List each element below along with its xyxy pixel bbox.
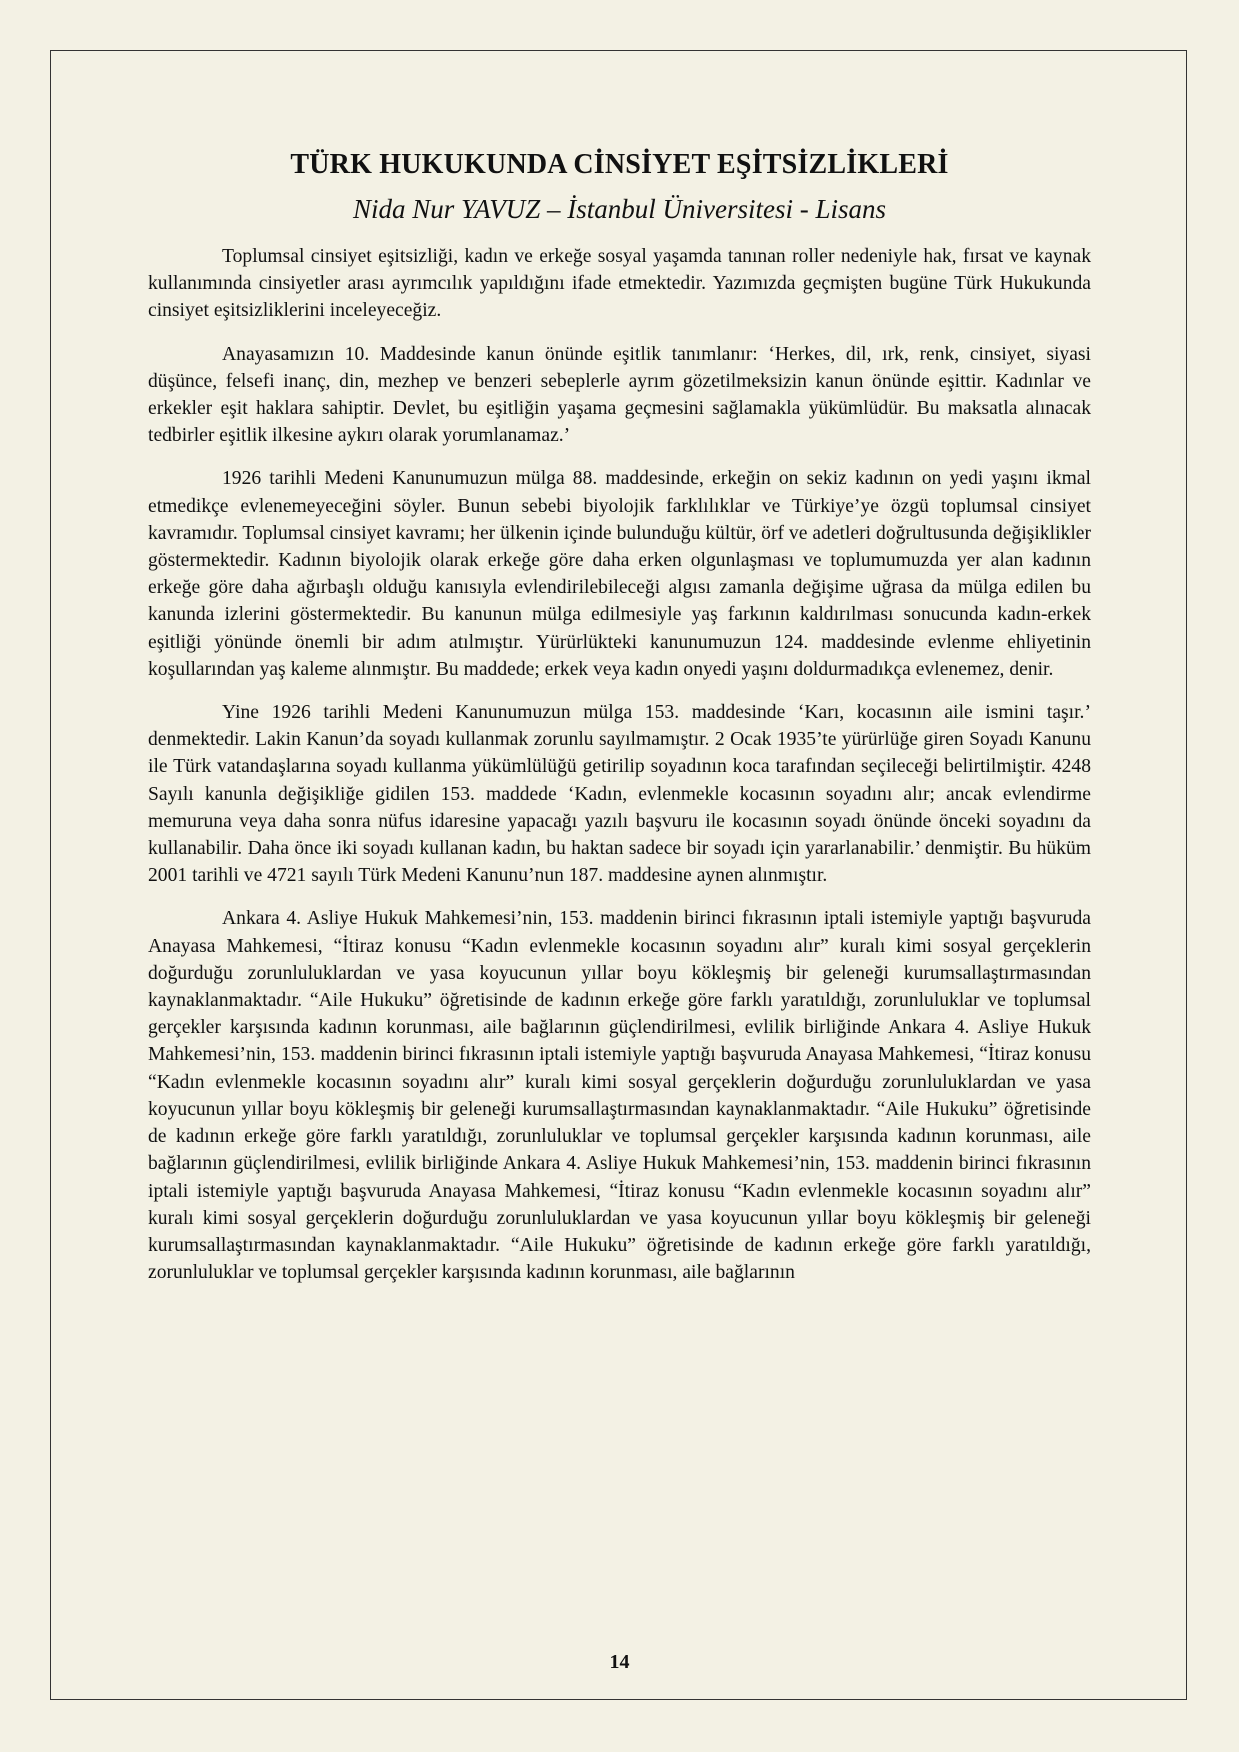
document-title: TÜRK HUKUKUNDA CİNSİYET EŞİTSİZLİKLERİ	[290, 149, 949, 180]
page-number: 14	[609, 1651, 630, 1673]
paragraph-surname: Yine 1926 tarihli Medeni Kanunumuzun mülga 153. maddesinde ‘Karı, kocasının aile ismini taşır.’ denmektedir. Lakin Kanun’da soyadı kullanmak zorunlu sayılmamıştır. 2 Ocak 1935’te yürürlüğe giren Soyadı Kanunu ile Türk vatandaşlarına soyadı kullanma yükümlülüğü getirilip soyadının koca tarafından seçileceği belirtilmiştir. 4248 Sayılı kanunla değişikliğe gidilen 153. maddede ‘Kadın, evlenmekle kocasının soyadını alır; ancak evlendirme memuruna veya daha sonra nüfus idaresine yapacağı yazılı başvuru ile kocasının soyadı önünde önceki soyadını da kullanabilir. Daha önce iki soyadı kullanan kadın, bu haktan sadece bir soyadı için yararlanabilir.’ denmiştir. Bu hüküm 2001 tarihli ve 4721 sayılı Türk Medeni Kanunu’nun 187. maddesine aynen alınmıştır.	[148, 702, 1091, 887]
paragraph-intro: Toplumsal cinsiyet eşitsizliği, kadın ve erkeğe sosyal yaşamda tanınan roller nedeniyle hak, fırsat ve kaynak kullanımında cinsiyetler arası ayrımcılık yapıldığını ifade etmektedir. Yazımızda geçmişten bugüne Türk Hukukunda cinsiyet eşitsizliklerini inceleyeceğiz.	[148, 246, 1091, 322]
document-body	[148, 148, 1091, 1302]
paragraph-constitution: Anayasamızın 10. Maddesinde kanun önünde eşitlik tanımlanır: ‘Herkes, dil, ırk, renk, cinsiyet, siyasi düşünce, felsefi inanç, din, mezhep ve benzeri sebeplerle ayrım gözetilmeksizin kanun önünde eşittir. Kadınlar ve erkekler eşit haklara sahiptir. Devlet, bu eşitliğin yaşama geçmesini sağlamakla yükümlüdür. Bu maksatla alınacak tedbirler eşitlik ilkesine aykırı olarak yorumlanamaz.’	[148, 343, 1091, 447]
paragraph-constitutional-court: Ankara 4. Asliye Hukuk Mahkemesi’nin, 153. maddenin birinci fıkrasının iptali istemiyle yaptığı başvuruda Anayasa Mahkemesi, “İtiraz konusu “Kadın evlenmekle kocasının soyadını alır” kuralı kimi sosyal gerçeklerin doğurduğu zorunluluklardan ve yasa koyucunun yıllar boyu kökleşmiş bir geleneği kurumsallaştırmasından kaynaklanmaktadır. “Aile Hukuku” öğretisinde de kadının erkeğe göre farklı yaratıldığı, zorunluluklar ve toplumsal gerçekler karşısında kadının korunması, aile bağlarının güçlendirilmesi, evlilik birliğinde Ankara 4. Asliye Hukuk Mahkemesi’nin, 153. maddenin birinci fıkrasının iptali istemiyle yaptığı başvuruda Anayasa Mahkemesi, “İtiraz konusu “Kadın evlenmekle kocasının soyadını alır” kuralı kimi sosyal gerçeklerin doğurduğu zorunluluklardan ve yasa koyucunun yıllar boyu kökleşmiş bir geleneği kurumsallaştırmasından kaynaklanmaktadır. “Aile Hukuku” öğretisinde de kadının erkeğe göre farklı yaratıldığı, zorunluluklar ve toplumsal gerçekler karşısında kadının korunması, aile bağlarının güçlendirilmesi, evlilik birliğinde Ankara 4. Asliye Hukuk Mahkemesi’nin, 153. maddenin birinci fıkrasının iptali istemiyle yaptığı başvuruda Anayasa Mahkemesi, “İtiraz konusu “Kadın evlenmekle kocasının soyadını alır” kuralı kimi sosyal gerçeklerin doğurduğu zorunluluklardan ve yasa koyucunun yıllar boyu kökleşmiş bir geleneği kurumsallaştırmasından kaynaklanmaktadır. “Aile Hukuku” öğretisinde de kadının erkeğe göre farklı yaratıldığı, zorunluluklar ve toplumsal gerçekler karşısında kadının korunması, aile bağlarının	[148, 908, 1091, 1284]
author-line: Nida Nur YAVUZ – İstanbul Üniversitesi - Lisans	[352, 194, 887, 224]
paragraph-marriage-age: 1926 tarihli Medeni Kanunumuzun mülga 88. maddesinde, erkeğin on sekiz kadının on yedi yaşını ikmal etmedikçe evlenemeyeceğini söyler. Bunun sebebi biyolojik farklılıklar ve Türkiye’ye özgü toplumsal cinsiyet kavramıdır. Toplumsal cinsiyet kavramı; her ülkenin içinde bulunduğu kültür, örf ve adetleri doğrultusunda değişiklikler göstermektedir. Kadının biyolojik olarak erkeğe göre daha erken olgunlaşması ve toplumumuzda yer alan kadının erkeğe göre daha ağırbaşlı olduğu kanısıyla evlendirilebileceği algısı zamanla değişime uğrasa da mülga edilen bu kanunda izlerini göstermektedir. Bu kanunun mülga edilmesiyle yaş farkının kaldırılması sonucunda kadın-erkek eşitliği yönünde önemli bir adım atılmıştır. Yürürlükteki kanunumuzun 124. maddesinde evlenme ehliyetinin koşullarından yaş kaleme alınmıştır. Bu maddede; erkek veya kadın onyedi yaşını doldurmadıkça evlenemez, denir.	[148, 468, 1091, 680]
